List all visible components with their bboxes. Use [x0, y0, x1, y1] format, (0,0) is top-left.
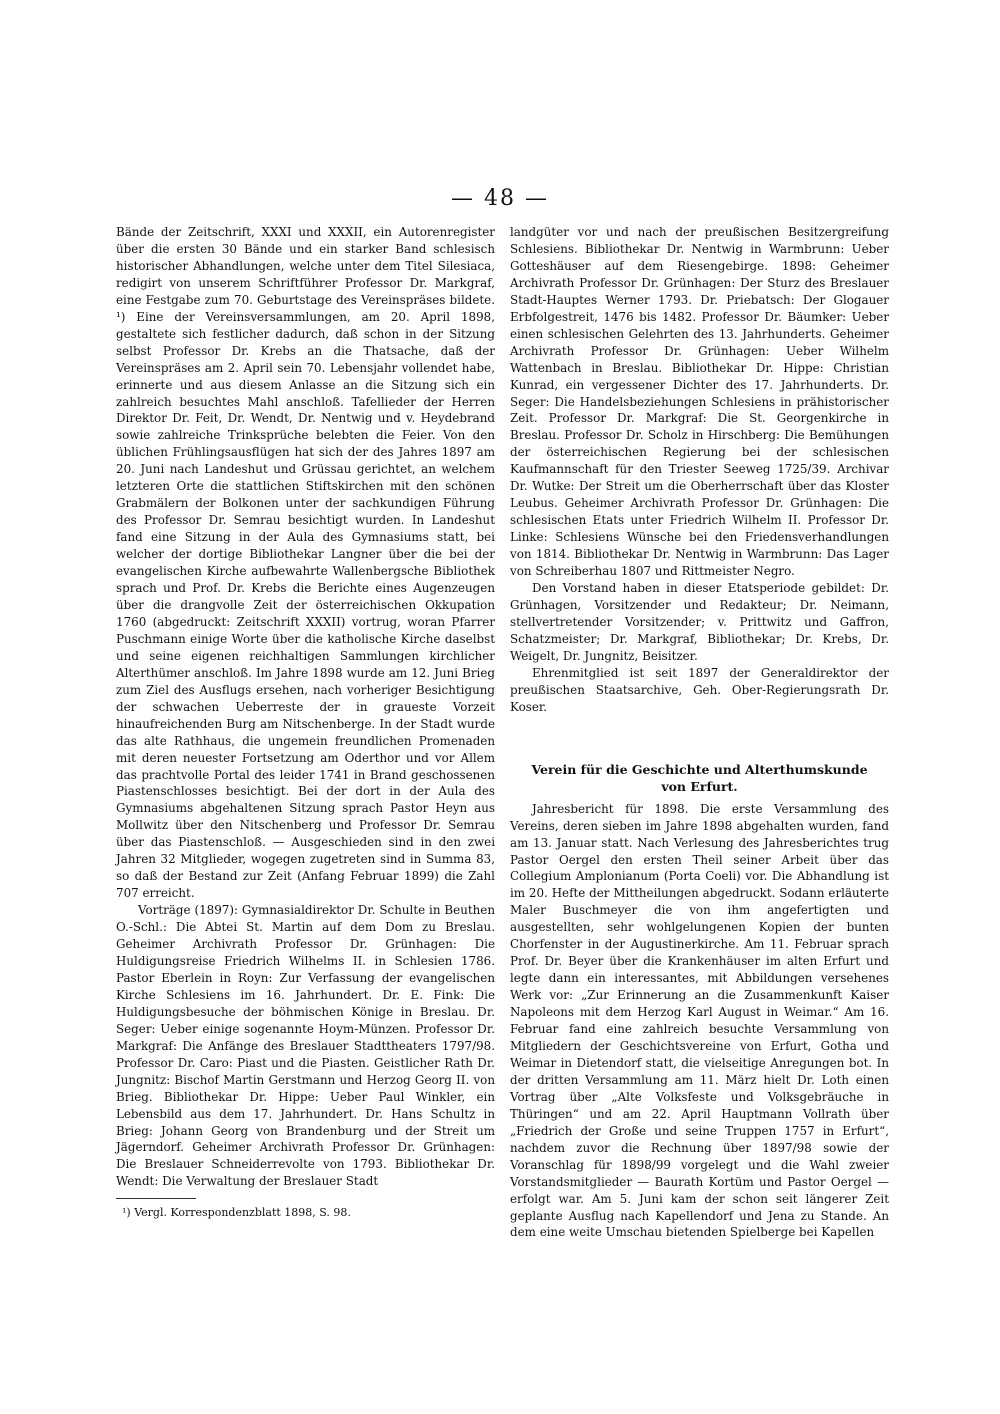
footnote-divider: [116, 1198, 196, 1199]
right-column: [510, 224, 889, 1241]
paragraph: Vorträge (1897): Gymnasialdirektor Dr. Schulte in Beuthen O.-Schl.: Die Abtei St. Martin auf dem Dom zu Breslau. Geheimer Archivrath Professor Dr. Grünhagen: Die Huldigungsreise Friedrich Wilhelms II. in Schlesien 1786. Pastor Eberlein in Royn: Zur Verfassung der evangelischen Kirche Schlesiens im 16. Jahrhundert. Dr. E. Fink: Die Huldigungsbesuche der böhmischen Könige in Breslau. Dr. Seger: Ueber einige sogenannte Hoym-Münzen. Professor Dr. Markgraf: Die Anfänge des Breslauer Stadttheaters 1797/98. Professor Dr. Caro: Piast und die Piasten. Geistlicher Rath Dr. Jungnitz: Bischof Martin Gerstmann und Herzog Georg II. von Brieg. Bibliothekar Dr. Hippe: Ueber Paul Winkler, ein Lebensbild aus dem 17. Jahrhundert. Dr. Hans Schultz in Brieg: Johann Georg von Brandenburg und der Streit um Jägerndorf. Geheimer Archivrath Professor Dr. Grünhagen: Die Breslauer Schneiderrevolte von 1793. Bibliothekar Dr. Wendt: Die Verwaltung der Breslauer Stadt: [116, 903, 495, 1189]
paragraph: Den Vorstand haben in dieser Etatsperiode gebildet: Dr. Grünhagen, Vorsitzender und Redakteur; Dr. Neimann, stellvertretender Vorsitzender; v. Prittwitz und Gaffron, Schatzmeister; Dr. Markgraf, Bibliothekar; Dr. Krebs, Dr. Weigelt, Dr. Jungnitz, Beisitzer.: [510, 581, 889, 663]
paragraph: Jahresbericht für 1898. Die erste Versammlung des Vereins, deren sieben im Jahre 1898 abgehalten wurden, fand am 13. Januar statt. Nach Verlesung des Jahresberichtes trug Pastor Oergel den ersten Theil seiner Arbeit über das Collegium Amplonianum (Porta Coeli) vor. Die Abhandlung ist im 20. Hefte der Mittheilungen abgedruckt. Sodann erläuterte Maler Buschmeyer die von ihm angefertigten und ausgestellten, sehr wohlgelungenen Kopien der bunten Chorfenster in der Augustinerkirche. Am 11. Februar sprach Prof. Dr. Beyer über die Krankenhäuser im alten Erfurt und legte dann ein interessantes, mit Abbildungen versehenes Werk vor: „Zur Erinnerung an die Zusammenkunft Kaiser Napoleons mit dem Herzog Karl August in Weimar.“ Am 16. Februar fand eine zahlreich besuchte Versammlung von Mitgliedern der Geschichtsvereine von Erfurt, Gotha und Weimar in Dietendorf statt, die vielseitige Anregungen bot. In der dritten Versammlung am 11. März hielt Dr. Loth einen Vortrag über „Alte Volksfeste und Volksgebräuche in Thüringen“ und am 22. April Hauptmann Vollrath über „Friedrich der Große und seine Truppen 1757 in Erfurt“, nachdem zuvor die Rechnung über 1897/98 sowie der Voranschlag für 1898/99 vorgelegt und die Wahl zweier Vorstandsmitglieder — Baurath Kortüm und Pastor Oergel — erfolgt war. Am 5. Juni kam der schon seit längerer Zeit geplante Ausflug nach Kapellendorf und Jena zu Stande. An dem eine weite Umschau bietenden Spielberge bei Kapellen: [510, 801, 889, 1240]
left-column: [116, 224, 495, 1220]
paragraph: Bände der Zeitschrift, XXXI und XXXII, ein Autorenregister über die ersten 30 Bände und ein starker Band schlesisch historischer Abhandlungen, welche unter dem Titel Silesiaca, redigirt von unserem Schriftführer Professor Dr. Markgraf, eine Festgabe zum 70. Geburtstage des Vereinspräses bildete. ¹) Eine der Vereinsversammlungen, am 20. April 1898, gestaltete sich festlicher dadurch, daß schon in der Sitzung selbst Professor Dr. Krebs an die Thatsache, daß der Vereinspräses am 2. April sein 70. Lebensjahr vollendet habe, erinnerte und aus diesem Anlasse an die Sitzung sich ein zahlreich besuchtes Mahl anschloß. Tafellieder der Herren Direktor Dr. Feit, Dr. Wendt, Dr. Nentwig und v. Heydebrand sowie zahlreiche Trinksprüche belebten die Feier. Von den üblichen Frühlingsausflügen hat sich der des Jahres 1897 am 20. Juni nach Landeshut und Grüssau gerichtet, an welchem letzteren Orte die stattlichen Stiftskirchen mit den schönen Grabmälern der Bolkonen unter der sachkundigen Führung des Professor Dr. Semrau besichtigt wurden. In Landeshut fand eine Sitzung in der Aula des Gymnasiums statt, bei welcher der dortige Bibliothekar Langner über die bei der evangelischen Kirche aufbewahrte Wallenbergsche Bibliothek sprach und Prof. Dr. Krebs die Berichte eines Augenzeugen über die drangvolle Zeit der österreichischen Okkupation 1760 (abgedruckt: Zeitschrift XXXII) vortrug, woran Pfarrer Puschmann einige Worte über die katholische Kirche daselbst und seine eigenen reichhaltigen Sammlungen kirchlicher Alterthümer anschloß. Im Jahre 1898 wurde am 12. Juni Brieg zum Ziel des Ausflugs ersehen, nach vorheriger Besichtigung der schwachen Ueberreste der in graueste Vorzeit hinaufreichenden Burg am Nitschenberge. In der Stadt wurde das alte Rathhaus, die ungemein freundlichen Promenaden mit deren neuester Fortsetzung am Oderthor und vor Allem das prachtvolle Portal des leider 1741 in Brand geschossenen Piastenschlosses besichtigt. Bei der dort in der Aula des Gymnasiums abgehaltenen Sitzung sprach Pastor Heyn aus Mollwitz über den Nitschenberg und Professor Dr. Semrau über das Piastenschloß. — Ausgeschieden sind in den zwei Jahren 32 Mitglieder, wogegen zugetreten sind in Summa 83, so daß der Bestand zur Zeit (Anfang Februar 1899) die Zahl 707 erreicht.: [116, 225, 495, 901]
paragraph: landgüter vor und nach der preußischen Besitzergreifung Schlesiens. Bibliothekar Dr. Nentwig in Warmbrunn: Ueber Gotteshäuser auf dem Riesengebirge. 1898: Geheimer Archivrath Professor Dr. Grünhagen: Der Sturz des Breslauer Stadt-Hauptes Werner 1793. Dr. Priebatsch: Der Glogauer Erbfolgestreit, 1476 bis 1482. Professor Dr. Bäumker: Ueber einen schlesischen Gelehrten des 13. Jahrhunderts. Geheimer Archivrath Professor Dr. Grünhagen: Ueber Wilhelm Wattenbach in Breslau. Bibliothekar Dr. Hippe: Christian Kunrad, ein vergessener Dichter des 17. Jahrhunderts. Dr. Seger: Die Handelsbeziehungen Schlesiens in prähistorischer Zeit. Professor Dr. Markgraf: Die St. Georgenkirche in Breslau. Professor Dr. Scholz in Hirschberg: Die Bemühungen der österreichischen Regierung bei der schlesischen Kaufmannschaft für den Triester Seeweg 1725/39. Archivar Dr. Wutke: Der Streit um die Oberherrschaft über das Kloster Leubus. Geheimer Archivrath Professor Dr. Grünhagen: Die schlesischen Etats unter Friedrich Wilhelm II. Professor Dr. Linke: Schlesiens Wünsche bei den Friedensverhandlungen von 1814. Bibliothekar Dr. Nentwig in Warmbrunn: Das Lager von Schreiberhau 1807 und Rittmeister Negro.: [510, 225, 889, 579]
section-heading-line: Verein für die Geschichte und Alterthumskunde: [531, 761, 868, 777]
page-number: — 48 —: [451, 186, 549, 211]
paragraph: Ehrenmitglied ist seit 1897 der Generaldirektor der preußischen Staatsarchive, Geh. Ober-Regierungsrath Dr. Koser.: [510, 665, 889, 714]
section-heading: [510, 761, 889, 795]
section-heading-line: von Erfurt.: [661, 778, 738, 794]
footnote: ¹) Vergl. Korrespondenzblatt 1898, S. 98.: [122, 1206, 351, 1220]
